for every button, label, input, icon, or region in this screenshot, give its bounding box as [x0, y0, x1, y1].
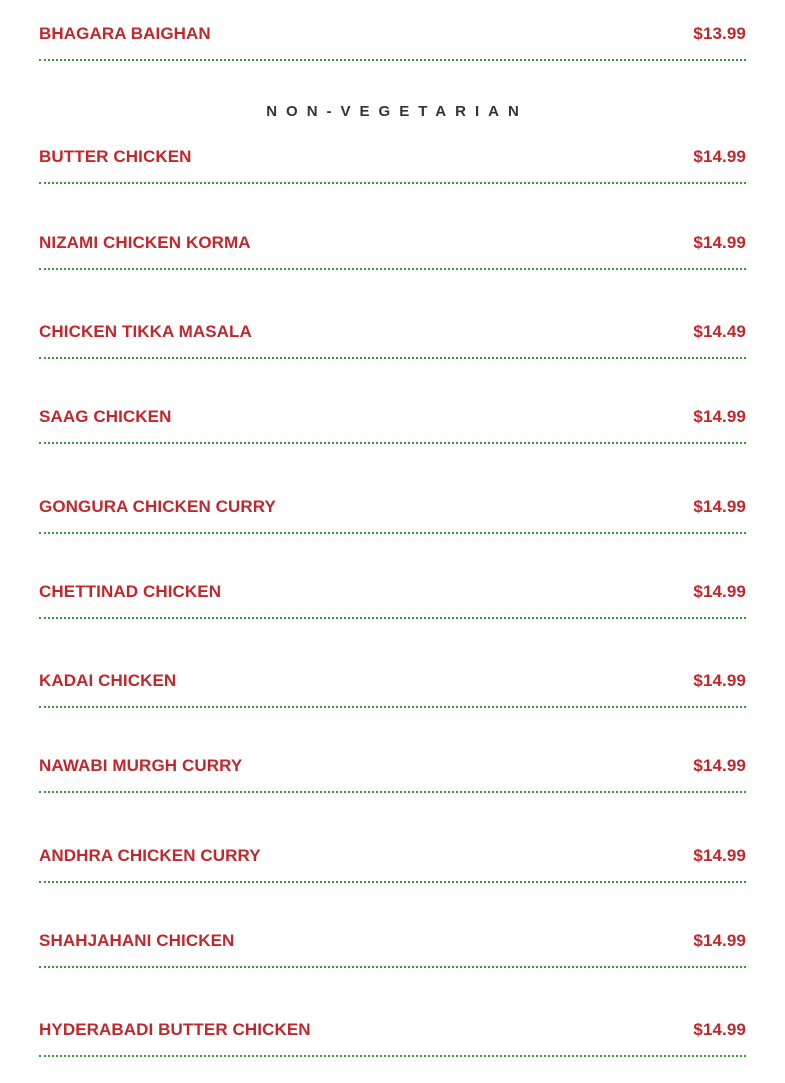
dotted-divider — [39, 881, 746, 883]
menu-item-price: $13.99 — [693, 24, 746, 43]
menu-item-name: CHICKEN TIKKA MASALA — [39, 322, 252, 341]
menu-item — [39, 753, 746, 813]
menu-item-price: $14.99 — [693, 846, 746, 865]
dotted-divider — [39, 1055, 746, 1057]
menu-item-price: $14.99 — [693, 582, 746, 601]
dotted-divider — [39, 791, 746, 793]
dotted-divider — [39, 357, 746, 359]
menu-item-price: $14.99 — [693, 147, 746, 166]
menu-item — [39, 1017, 746, 1077]
menu-item-name: KADAI CHICKEN — [39, 671, 177, 690]
menu-item-name: BUTTER CHICKEN — [39, 147, 192, 166]
menu-item-price: $14.99 — [693, 497, 746, 516]
menu-item — [39, 404, 746, 464]
dotted-divider — [39, 706, 746, 708]
menu-item-price: $14.99 — [693, 233, 746, 252]
dotted-divider — [39, 442, 746, 444]
menu-item-price: $14.99 — [693, 1020, 746, 1039]
menu-item — [39, 843, 746, 903]
dotted-divider — [39, 268, 746, 270]
menu-item — [39, 579, 746, 639]
dotted-divider — [39, 532, 746, 534]
dotted-divider — [39, 966, 746, 968]
dotted-divider — [39, 59, 746, 61]
menu-item — [39, 21, 746, 81]
section-heading: NON-VEGETARIAN — [266, 103, 528, 120]
menu-item-price: $14.99 — [693, 671, 746, 690]
menu-item — [39, 494, 746, 554]
menu-item-price: $14.99 — [693, 756, 746, 775]
menu-item-name: BHAGARA BAIGHAN — [39, 24, 211, 43]
menu-item-name: CHETTINAD CHICKEN — [39, 582, 222, 601]
menu-item-name: NAWABI MURGH CURRY — [39, 756, 243, 775]
dotted-divider — [39, 182, 746, 184]
menu-item-name: SHAHJAHANI CHICKEN — [39, 931, 235, 950]
menu-item-price: $14.99 — [693, 931, 746, 950]
menu-item — [39, 144, 746, 204]
menu-item — [39, 230, 746, 290]
menu-item-name: NIZAMI CHICKEN KORMA — [39, 233, 251, 252]
dotted-divider — [39, 617, 746, 619]
menu-item-name: GONGURA CHICKEN CURRY — [39, 497, 276, 516]
menu-item — [39, 928, 746, 988]
menu-item-name: ANDHRA CHICKEN CURRY — [39, 846, 261, 865]
menu-item-price: $14.49 — [693, 322, 746, 341]
menu-item — [39, 668, 746, 728]
menu-item — [39, 319, 746, 379]
menu-item-price: $14.99 — [693, 407, 746, 426]
menu-item-name: HYDERABADI BUTTER CHICKEN — [39, 1020, 311, 1039]
menu-item-name: SAAG CHICKEN — [39, 407, 172, 426]
